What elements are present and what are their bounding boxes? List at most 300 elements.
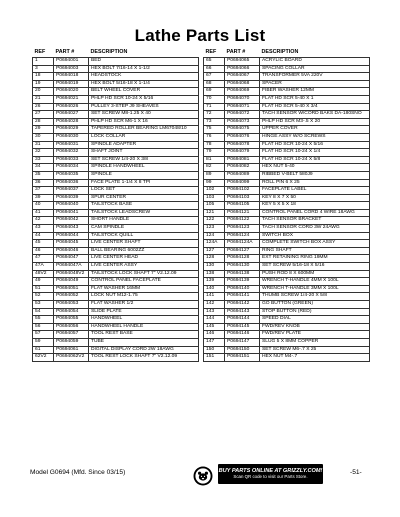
- description-cell: HEADSTOCK: [89, 73, 199, 81]
- ref-column-header: REF: [205, 49, 217, 56]
- table-row: [33, 141, 199, 149]
- part-number-cell: P0694099: [225, 179, 260, 187]
- ref-cell: 102: [204, 187, 225, 195]
- part-number-cell: P0694034: [54, 164, 89, 172]
- description-cell: LIVE CENTER SHAFT: [89, 240, 199, 248]
- ref-cell: 145: [204, 323, 225, 331]
- buy-parts-online-text: BUY PARTS ONLINE AT GRIZZLY.COM!: [218, 468, 323, 474]
- description-cell: BED: [89, 58, 199, 66]
- description-cell: SHORT HANDLE: [89, 217, 199, 225]
- table-row: [204, 316, 370, 324]
- ref-cell: 62V2: [33, 354, 54, 362]
- description-cell: CONTROL PANEL CORD 4 WIRE 18AWG: [260, 209, 370, 217]
- table-row: [204, 133, 370, 141]
- table-row: [33, 58, 199, 66]
- description-cell: PHLP HD SCR 10-24 X 5/16: [89, 95, 199, 103]
- ref-cell: 20: [33, 88, 54, 96]
- description-cell: HEX NUT 5-40: [260, 164, 370, 172]
- table-row: [204, 58, 370, 66]
- part-number-cell: P0694068: [225, 80, 260, 88]
- table-row: [204, 346, 370, 354]
- description-cell: PHLP HD SCR M3-.5 X 20: [260, 118, 370, 126]
- table-row: [204, 209, 370, 217]
- part-number-cell: P0694082: [225, 164, 260, 172]
- ref-cell: 128: [204, 255, 225, 263]
- table-row: [204, 255, 370, 263]
- description-cell: LIVE CENTER ASSY: [89, 263, 199, 271]
- parts-table-left-body: [33, 58, 199, 362]
- part-number-cell: P0694056: [54, 323, 89, 331]
- table-row: [204, 217, 370, 225]
- ref-cell: 67: [204, 73, 225, 81]
- ref-cell: 76: [204, 133, 225, 141]
- description-cell: TAPERED ROLLER BEARING LM67048/10: [89, 126, 199, 134]
- part-number-cell: P0694019: [54, 80, 89, 88]
- ref-cell: 142: [204, 301, 225, 309]
- table-row: [204, 263, 370, 271]
- description-cell: CAM SPINDLE: [89, 225, 199, 233]
- table-row: [204, 225, 370, 233]
- table-row: [204, 194, 370, 202]
- table-row: [33, 217, 199, 225]
- part-number-cell: P0694055: [54, 316, 89, 324]
- part-number-cell: P0694150: [225, 346, 260, 354]
- ref-cell: 105: [204, 202, 225, 210]
- table-row: [204, 247, 370, 255]
- ref-cell: 140: [204, 285, 225, 293]
- description-cell: RING SHAFT: [260, 247, 370, 255]
- table-row: [33, 171, 199, 179]
- model-label: Model G0694 (Mfd. Since 03/15): [30, 469, 126, 476]
- part-number-cell: P0694051: [54, 285, 89, 293]
- table-row: [33, 126, 199, 134]
- part-number-cell: P0694018: [54, 73, 89, 81]
- table-row: [204, 202, 370, 210]
- table-row: [204, 126, 370, 134]
- table-row: [33, 65, 199, 73]
- ref-cell: 36: [33, 179, 54, 187]
- part-column-header: PART #: [55, 49, 75, 56]
- ref-cell: 41: [33, 209, 54, 217]
- part-number-cell: P0694103: [225, 194, 260, 202]
- description-cell: SPINDLE HANDWHEEL: [89, 164, 199, 172]
- part-number-cell: P0694070: [225, 95, 260, 103]
- part-number-cell: P0694052: [54, 293, 89, 301]
- description-cell: SPUR CENTER: [89, 194, 199, 202]
- part-number-cell: P0694127: [225, 247, 260, 255]
- part-column-header: PART #: [226, 49, 246, 56]
- ref-cell: 99: [204, 179, 225, 187]
- part-number-cell: P0694141: [225, 293, 260, 301]
- ref-cell: 31: [33, 141, 54, 149]
- description-cell: BALL BEARING 6002ZZ: [89, 247, 199, 255]
- description-cell: WRENCH T-HANDLE 3MM X 100L: [260, 285, 370, 293]
- ref-cell: 139: [204, 278, 225, 286]
- buy-parts-online-banner[interactable]: [218, 464, 323, 484]
- ref-cell: 34: [33, 164, 54, 172]
- ref-cell: 122: [204, 217, 225, 225]
- table-row: [204, 308, 370, 316]
- ref-cell: 127: [204, 247, 225, 255]
- description-cell: FLAT HD SCR 5-40 X 3/4: [260, 103, 370, 111]
- ref-cell: 78: [204, 141, 225, 149]
- description-column-header: DESCRIPTION: [261, 49, 299, 56]
- part-number-cell: P0694043: [54, 225, 89, 233]
- table-row: [33, 338, 199, 346]
- ref-cell: 29: [33, 126, 54, 134]
- grizzly-bear-logo-icon: [193, 466, 213, 486]
- table-row: [204, 118, 370, 126]
- description-cell: LIVE CENTER HEAD: [89, 255, 199, 263]
- part-number-cell: P0694142: [225, 301, 260, 309]
- description-cell: SPINDLE: [89, 171, 199, 179]
- description-cell: TAILSTOCK LOCK SHAFT 7" V2.12.09: [89, 270, 199, 278]
- description-cell: SET SCREW M6-.7 X 25: [260, 346, 370, 354]
- description-cell: FLAT WASHER 16MM: [89, 285, 199, 293]
- page-number: -51-: [350, 469, 362, 476]
- part-number-cell: P0694047A: [54, 263, 89, 271]
- table-row: [204, 323, 370, 331]
- table-row: [33, 118, 199, 126]
- ref-cell: 141: [204, 293, 225, 301]
- ref-cell: 61: [33, 346, 54, 354]
- ref-cell: 151: [204, 354, 225, 362]
- ref-cell: 70: [204, 95, 225, 103]
- part-number-cell: P0694048V2: [54, 270, 89, 278]
- description-cell: ROLL PIN 6 X 25: [260, 179, 370, 187]
- description-cell: TACH SENSOR BRACKET: [260, 217, 370, 225]
- part-number-cell: P0694001: [54, 58, 89, 66]
- part-number-cell: P0694046: [54, 247, 89, 255]
- part-number-cell: P0694044: [54, 232, 89, 240]
- ref-cell: 75: [204, 126, 225, 134]
- description-cell: KEY 5 X 5 X 18: [260, 202, 370, 210]
- description-cell: TAILSTOCK LEADSCREW: [89, 209, 199, 217]
- description-cell: FWD/REV PLATE: [260, 331, 370, 339]
- page-title: Lathe Parts List: [134, 26, 266, 45]
- table-header-row: [204, 49, 370, 58]
- table-row: [33, 209, 199, 217]
- scan-qr-text: Scan QR code to visit our Parts Store.: [233, 474, 308, 479]
- ref-cell: 73: [204, 118, 225, 126]
- parts-table-left: [32, 49, 199, 362]
- ref-cell: 66: [204, 65, 225, 73]
- description-cell: KEY 8 X 7 X 50: [260, 194, 370, 202]
- description-cell: ACRYLIC BOARD: [260, 58, 370, 66]
- table-row: [33, 346, 199, 354]
- ref-cell: 68: [204, 80, 225, 88]
- part-number-cell: P0694102: [225, 187, 260, 195]
- ref-cell: 49: [33, 278, 54, 286]
- description-cell: FIBER WASHER 12MM: [260, 88, 370, 96]
- description-cell: SLIDE PLATE: [89, 308, 199, 316]
- ref-cell: 3: [33, 65, 54, 73]
- part-number-cell: P0694138: [225, 270, 260, 278]
- ref-column-header: REF: [34, 49, 46, 56]
- description-cell: FLAT HD SCR 10-24 X 5/16: [260, 141, 370, 149]
- part-number-cell: P0694062V2: [54, 354, 89, 362]
- ref-cell: 44: [33, 232, 54, 240]
- table-row: [33, 194, 199, 202]
- table-row: [204, 278, 370, 286]
- table-row: [204, 65, 370, 73]
- ref-cell: 59: [33, 338, 54, 346]
- table-row: [33, 88, 199, 96]
- table-row: [33, 133, 199, 141]
- parts-table-right-body: [204, 58, 370, 362]
- description-cell: FWD/REV KNOB: [260, 323, 370, 331]
- table-row: [33, 232, 199, 240]
- table-row: [33, 149, 199, 157]
- table-row: [33, 187, 199, 195]
- part-number-cell: P0694035: [54, 171, 89, 179]
- table-row: [33, 323, 199, 331]
- part-number-cell: P0694151: [225, 354, 260, 362]
- part-number-cell: P0694049: [54, 278, 89, 286]
- ref-cell: 45: [33, 240, 54, 248]
- table-row: [204, 232, 370, 240]
- table-row: [33, 331, 199, 339]
- description-cell: SWITCH BOX: [260, 232, 370, 240]
- part-number-cell: P0694069: [225, 88, 260, 96]
- ref-cell: 47: [33, 255, 54, 263]
- description-cell: SET SCREW 1/4-20 X 3/8: [89, 156, 199, 164]
- description-cell: TUBE: [89, 338, 199, 346]
- table-row: [33, 95, 199, 103]
- description-cell: HEX BOLT 5/16-18 X 1-1/4: [89, 80, 199, 88]
- part-number-cell: P0694032: [54, 149, 89, 157]
- ref-cell: 146: [204, 331, 225, 339]
- description-cell: LOCK SET: [89, 187, 199, 195]
- ref-cell: 55: [33, 316, 54, 324]
- description-cell: HEX NUT M4-.7: [260, 354, 370, 362]
- description-cell: SET SCREW 5/16-18 X 5/16: [260, 263, 370, 271]
- ref-cell: 53: [33, 301, 54, 309]
- ref-cell: 123: [204, 225, 225, 233]
- ref-cell: 54: [33, 308, 54, 316]
- part-number-cell: P0694041: [54, 209, 89, 217]
- table-row: [33, 103, 199, 111]
- part-number-cell: P0694026: [54, 103, 89, 111]
- description-cell: FLAT HD SCR 10-24 X 5/8: [260, 156, 370, 164]
- ref-cell: 52: [33, 293, 54, 301]
- part-number-cell: P0694020: [54, 88, 89, 96]
- ref-cell: 51: [33, 285, 54, 293]
- part-number-cell: P0694089: [225, 171, 260, 179]
- ref-cell: 57: [33, 331, 54, 339]
- description-cell: SET SCREW M8-1.25 X 40: [89, 111, 199, 119]
- part-number-cell: P0694081: [225, 156, 260, 164]
- ref-cell: 103: [204, 194, 225, 202]
- table-row: [204, 293, 370, 301]
- description-cell: HANDWHEEL: [89, 316, 199, 324]
- description-cell: TOOL REST BASE: [89, 331, 199, 339]
- table-row: [204, 88, 370, 96]
- description-cell: SPEED DIAL: [260, 316, 370, 324]
- table-row: [204, 141, 370, 149]
- ref-cell: 1: [33, 58, 54, 66]
- description-cell: EXT RETAINING RING 19MM: [260, 255, 370, 263]
- description-cell: CONTROL PANEL FACEPLATE: [89, 278, 199, 286]
- table-row: [33, 301, 199, 309]
- description-cell: FLAT HD SCR 5-40 X 1: [260, 95, 370, 103]
- part-number-cell: P0694122: [225, 217, 260, 225]
- table-row: [33, 240, 199, 248]
- ref-cell: 124A: [204, 240, 225, 248]
- ref-cell: 65: [204, 58, 225, 66]
- table-row: [204, 331, 370, 339]
- description-cell: HANDWHEEL HANDLE: [89, 323, 199, 331]
- ref-cell: 48V2: [33, 270, 54, 278]
- description-cell: THUMB SCREW 1/4-20 X 5/8: [260, 293, 370, 301]
- ref-cell: 147: [204, 338, 225, 346]
- ref-cell: 71: [204, 103, 225, 111]
- description-cell: UPPER COVER: [260, 126, 370, 134]
- part-number-cell: P0694033: [54, 156, 89, 164]
- part-number-cell: P0694123: [225, 225, 260, 233]
- part-number-cell: P0694121: [225, 209, 260, 217]
- part-number-cell: P0694059: [54, 338, 89, 346]
- table-row: [204, 164, 370, 172]
- description-cell: HINGE ASSY W/O SCREWS: [260, 133, 370, 141]
- part-number-cell: P0694071: [225, 103, 260, 111]
- ref-cell: 37: [33, 187, 54, 195]
- ref-cell: 18: [33, 73, 54, 81]
- table-row: [33, 156, 199, 164]
- part-number-cell: P0694066: [225, 65, 260, 73]
- description-cell: DIGITAL DISPLAY CORD 2W 18AWG: [89, 346, 199, 354]
- description-cell: FLAT HD SCR 10-24 X 1/4: [260, 149, 370, 157]
- ref-cell: 46: [33, 247, 54, 255]
- ref-cell: 130: [204, 263, 225, 271]
- description-cell: GO BUTTON (GREEN): [260, 301, 370, 309]
- part-number-cell: P0694057: [54, 331, 89, 339]
- table-header-row: [33, 49, 199, 58]
- ref-cell: 28: [33, 118, 54, 126]
- table-row: [33, 354, 199, 362]
- ref-cell: 43: [33, 225, 54, 233]
- part-number-cell: P0694054: [54, 308, 89, 316]
- part-number-cell: P0694031: [54, 141, 89, 149]
- ref-cell: 32: [33, 149, 54, 157]
- description-cell: SPACING COLLAR: [260, 65, 370, 73]
- description-cell: STOP BUTTON (RED): [260, 308, 370, 316]
- description-cell: WRENCH T-HANDLE 4MM X 100L: [260, 278, 370, 286]
- part-number-cell: P0694003: [54, 65, 89, 73]
- table-row: [33, 80, 199, 88]
- ref-cell: 79: [204, 149, 225, 157]
- description-cell: TOOL REST LOCK SHAFT 7" V2.12.09: [89, 354, 199, 362]
- part-number-cell: P0694146: [225, 331, 260, 339]
- table-row: [33, 308, 199, 316]
- part-number-cell: P0694042: [54, 217, 89, 225]
- ref-cell: 40: [33, 202, 54, 210]
- parts-table-right: [203, 49, 370, 362]
- table-row: [204, 354, 370, 362]
- part-number-cell: P0694147: [225, 338, 260, 346]
- ref-cell: 26: [33, 103, 54, 111]
- table-row: [204, 187, 370, 195]
- table-row: [33, 179, 199, 187]
- table-row: [33, 316, 199, 324]
- part-number-cell: P0694027: [54, 111, 89, 119]
- part-number-cell: P0694075: [225, 126, 260, 134]
- part-number-cell: P0694061: [54, 346, 89, 354]
- table-row: [33, 285, 199, 293]
- ref-cell: 150: [204, 346, 225, 354]
- description-cell: SPINDLE ADAPTER: [89, 141, 199, 149]
- ref-cell: 144: [204, 316, 225, 324]
- ref-cell: 56: [33, 323, 54, 331]
- table-row: [204, 285, 370, 293]
- ref-cell: 19: [33, 80, 54, 88]
- description-cell: PHLP HD SCR M6-1 X 16: [89, 118, 199, 126]
- table-row: [204, 111, 370, 119]
- description-cell: RIBBED V-BELT 580J9: [260, 171, 370, 179]
- part-number-cell: P0694045: [54, 240, 89, 248]
- part-number-cell: P0694076: [225, 133, 260, 141]
- table-row: [33, 270, 199, 278]
- table-row: [204, 95, 370, 103]
- description-cell: TAILSTOCK QUILL: [89, 232, 199, 240]
- part-number-cell: P0694143: [225, 308, 260, 316]
- table-row: [33, 293, 199, 301]
- table-row: [204, 240, 370, 248]
- table-row: [204, 103, 370, 111]
- description-cell: TACH SENSOR CORD 3W 24AWG: [260, 225, 370, 233]
- description-cell: HEX BOLT 7/16-14 X 1-1/2: [89, 65, 199, 73]
- ref-cell: 124: [204, 232, 225, 240]
- table-row: [33, 73, 199, 81]
- ref-cell: 27: [33, 111, 54, 119]
- part-number-cell: P0694139: [225, 278, 260, 286]
- description-cell: SPACER: [260, 80, 370, 88]
- table-row: [204, 179, 370, 187]
- table-row: [204, 270, 370, 278]
- description-cell: COMPLETE SWITCH BOX ASSY: [260, 240, 370, 248]
- ref-cell: 35: [33, 171, 54, 179]
- ref-cell: 81: [204, 156, 225, 164]
- description-cell: SLUG 5 X 8MM COPPER: [260, 338, 370, 346]
- description-cell: FACEPLATE LABEL: [260, 187, 370, 195]
- part-number-cell: P0694128: [225, 255, 260, 263]
- ref-cell: 138: [204, 270, 225, 278]
- ref-cell: 47A: [33, 263, 54, 271]
- part-number-cell: P0694047: [54, 255, 89, 263]
- table-row: [33, 164, 199, 172]
- part-number-cell: P0694030: [54, 133, 89, 141]
- part-number-cell: P0694130: [225, 263, 260, 271]
- table-row: [204, 80, 370, 88]
- table-row: [204, 301, 370, 309]
- part-number-cell: P0694028: [54, 118, 89, 126]
- description-cell: TAILSTOCK BASE: [89, 202, 199, 210]
- part-number-cell: P0694072: [225, 111, 260, 119]
- description-cell: LOCK COLLAR: [89, 133, 199, 141]
- part-number-cell: P0694067: [225, 73, 260, 81]
- part-number-cell: P0694065: [225, 58, 260, 66]
- part-number-cell: P0694144: [225, 316, 260, 324]
- description-cell: TRANSFORMER 5VA 220V: [260, 73, 370, 81]
- description-cell: LOCK NUT M12-1.75: [89, 293, 199, 301]
- part-number-cell: P0694140: [225, 285, 260, 293]
- description-cell: PULLEY 3-STEP J9 SHEAVES: [89, 103, 199, 111]
- ref-cell: 82: [204, 164, 225, 172]
- ref-cell: 30: [33, 133, 54, 141]
- description-cell: SHAFT JOINT: [89, 149, 199, 157]
- table-row: [33, 263, 199, 271]
- description-cell: TACH SENSOR W/CORD BAKS DA-180SNO: [260, 111, 370, 119]
